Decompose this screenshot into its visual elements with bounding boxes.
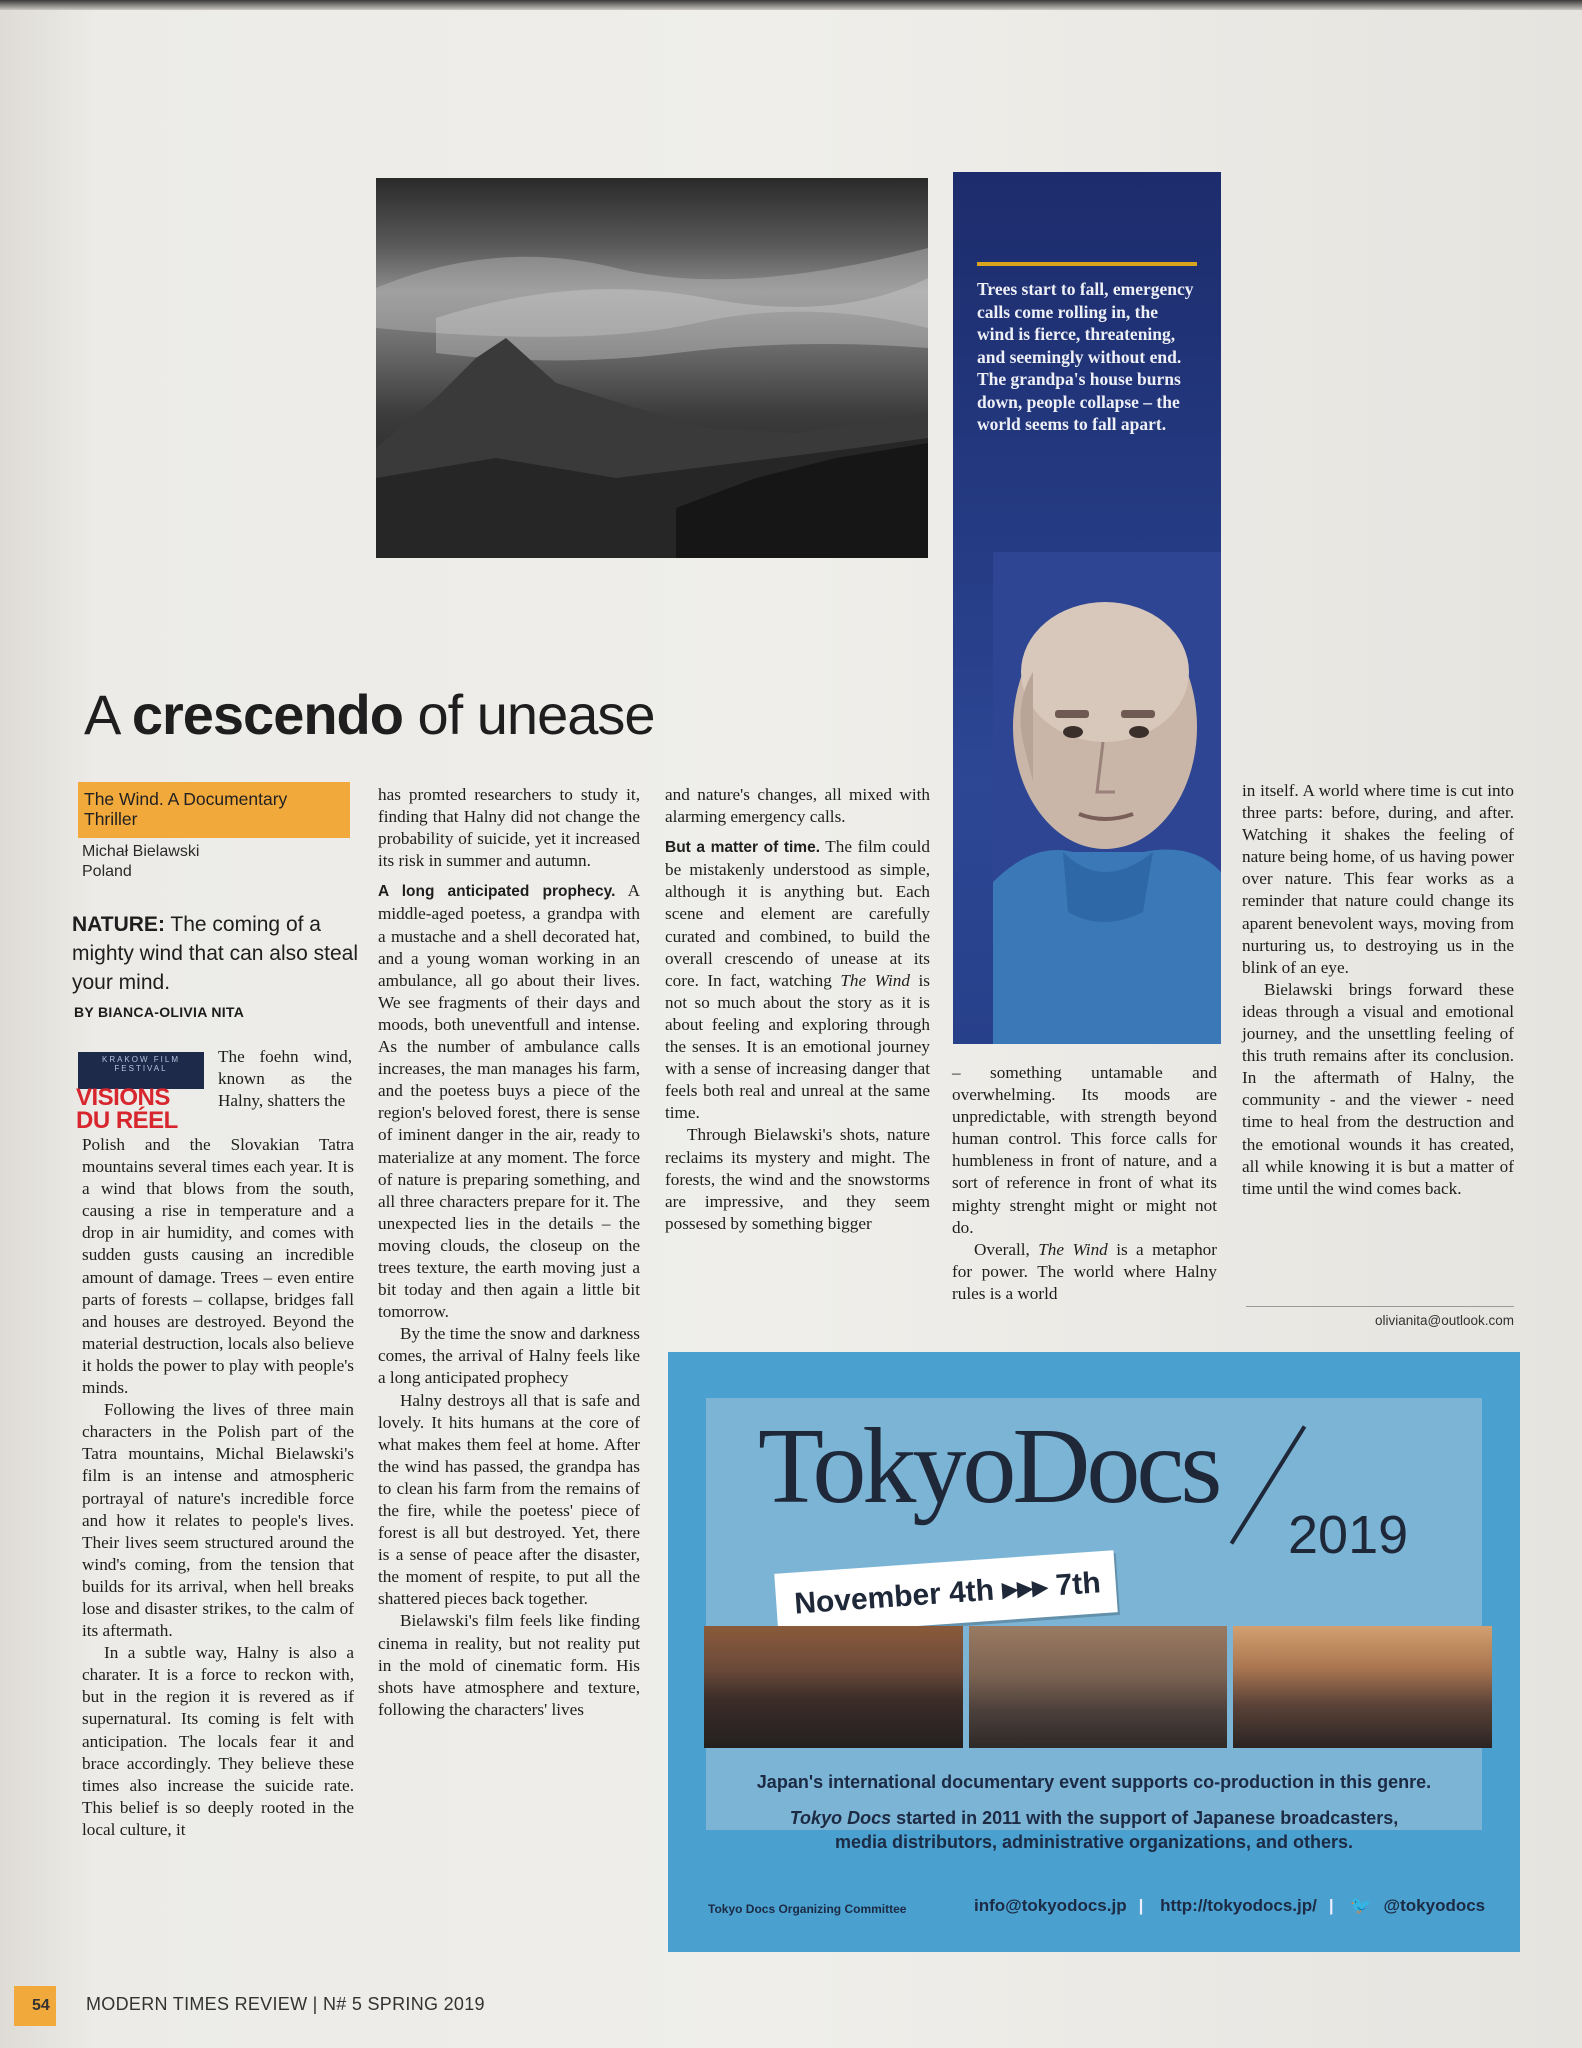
headline-post: of unease	[402, 683, 655, 746]
byline: BY BIANCA-OLIVIA NITA	[74, 1004, 245, 1020]
advert-line-2: Tokyo Docs started in 2011 with the support of Japanese broadcasters, media distributors, administrative organizations, and others.	[789, 1808, 1399, 1852]
advert-twitter[interactable]: @tokyodocs	[1383, 1896, 1486, 1915]
headline-pre: A	[84, 683, 132, 746]
pull-quote: Trees start to fall, emergency calls come rolling in, the wind is fierce, threatening, and seemingly without end. The grandpa's house burns down, people collapse – the world seems to fall apart.	[977, 279, 1194, 434]
paragraph-1a: The foehn wind, known as the Halny, shatters the	[218, 1047, 352, 1111]
advert-year: 2019	[1288, 1505, 1409, 1565]
pull-quote-panel	[953, 172, 1221, 1044]
page-edge-shadow	[0, 0, 1582, 10]
column-4	[952, 1062, 1217, 1305]
portrait-illustration	[993, 552, 1221, 1044]
advert-date: November 4th ▸▸▸ 7th	[774, 1550, 1117, 1636]
advert-photo-strip	[704, 1626, 1492, 1748]
paragraph-9: and nature's changes, all mixed with alarming emergency calls.	[665, 785, 930, 827]
film-title: The Wind. A Documentary Thriller	[84, 789, 288, 829]
advert-brand: TokyoDocs	[758, 1407, 1219, 1526]
column-2	[378, 784, 640, 1721]
paragraph-6: By the time the snow and darkness comes, the arrival of Halny feels like a long anticipated prophecy	[378, 1324, 640, 1388]
paragraph-4: has promted researchers to study it, finding that Halny did not change the probability of suicide, yet it increased its risk in summer and autumn.	[378, 785, 640, 871]
advert-email[interactable]: info@tokyodocs.jp	[974, 1896, 1127, 1915]
advert-line-1: Japan's international documentary event supports co-production in this genre.	[756, 1772, 1432, 1792]
subhead-matter-of-time: But a matter of time.	[665, 839, 820, 857]
festival-logo	[76, 1052, 206, 1134]
column-1	[82, 1134, 354, 1841]
paragraph-1b: Polish and the Slovakian Tatra mountains several times each year. It is a wind that blows from the south, causing a rise in temperature and a drop in air humidity, and comes with sudden gusts causing an incredible amount of damage. Trees – even entire parts of forests – collapse, bridges fall and houses are destroyed. Beyond the material destruction, locals also believe it holds the power to play with people's minds.	[82, 1135, 354, 1398]
advert-organizer: Tokyo Docs Organizing Committee	[708, 1902, 907, 1916]
festival-logo-main: VISIONS DU RÉEL	[76, 1084, 178, 1134]
advert-photo-1	[704, 1626, 963, 1748]
column-3	[665, 784, 930, 1235]
director-portrait	[993, 552, 1221, 1044]
paragraph-13: Overall, The Wind is a metaphor for power. The world where Halny rules is a world	[952, 1239, 1217, 1303]
tokyo-docs-advert	[668, 1352, 1520, 1952]
mountain-silhouette	[376, 178, 928, 558]
paragraph-10: But a matter of time. The film could be mistakenly understood as simple, although it is anything but. Each scene and element are carefully curated and combined, to build the overall crescendo of unease at its core. In fact, watching The Wind is not so much about the story as it is about feeling and exploring through the senses. It is an emotional journey with a sense of increasing danger that feels both real and unreal at the same time.	[665, 837, 930, 1123]
accent-rule	[977, 262, 1197, 266]
paragraph-12: – something untamable and overwhelming. Its moods are unpredictable, with strength beyond human control. This force calls for humbleness in front of nature, and a sort of reference in front of what its mighty strenght might or might not do.	[952, 1063, 1217, 1237]
headline-bold: crescendo	[131, 683, 403, 746]
paragraph-11: Through Bielawski's shots, nature reclaims its mystery and might. The forests, the wind and the snowstorms are impressive, and they seem possesed by something bigger	[665, 1125, 930, 1233]
film-country: Poland	[82, 863, 132, 880]
column-1-top	[218, 1046, 352, 1112]
film-title-box	[78, 782, 350, 838]
magazine-footer: MODERN TIMES REVIEW | N# 5 SPRING 2019	[86, 1994, 485, 2014]
festival-logo-top: KRAKOW FILM FESTIVAL	[78, 1052, 204, 1089]
film-credit	[82, 842, 199, 882]
standfirst	[72, 910, 362, 997]
author-email: olivianita@outlook.com	[1246, 1306, 1514, 1328]
paragraph-15: Bielawski brings forward these ideas through a visual and emotional journey, and the unsettling feeling of this truth remains after its conclusion. In the aftermath of Halny, the community - and the viewer - need time to heal from the destruction and the emotional wounds it has created, all while knowing it is but a matter of time until the wind comes back.	[1242, 979, 1514, 1198]
landscape-photo	[376, 178, 928, 558]
standfirst-text: The coming of a mighty wind that can also steal your mind.	[72, 913, 358, 994]
page-number: 54	[14, 1986, 56, 2026]
article-headline	[84, 682, 655, 747]
standfirst-label: NATURE:	[72, 913, 165, 936]
paragraph-3: In a subtle way, Halny is also a charater. It is a force to reckon with, but in the region it is revered as if supernatural. Its coming is felt with anticipation. The locals fear it and brace accordingly. They believe these times also increase the suicide rate. This belief is so deeply rooted in the local culture, it	[82, 1643, 354, 1839]
advert-contacts: info@tokyodocs.jp | http://tokyodocs.jp/ | 🐦 @tokyodocs	[974, 1896, 1486, 1915]
paragraph-2: Following the lives of three main characters in the Polish part of the Tatra mountains, Michal Bielawski's film is an intense and atmospheric portrayal of nature's incredible force and how it relates to people's lives. Their lives seem structured around the wind's coming, from the tension that builds for its arrival, when hell breaks lose and disaster strikes, to the calm of its aftermath.	[82, 1400, 354, 1641]
twitter-icon: 🐦	[1350, 1896, 1372, 1915]
paragraph-8: Bielawski's film feels like finding cinema in reality, but not reality put in the mold of cinematic form. His shots have atmosphere and texture, following the characters' lives	[378, 1611, 640, 1719]
advert-url[interactable]: http://tokyodocs.jp/	[1160, 1896, 1317, 1915]
paragraph-7: Halny destroys all that is safe and lovely. It hits humans at the core of what makes them feel at home. After the wind has passed, the grandpa has to clean his farm from the remains of the fire, while the poetess' piece of forest is all but destroyed. Yet, there is a sense of peace after the disaster, the moment of respite, to put all the shattered pieces back together.	[378, 1390, 640, 1609]
advert-photo-2	[969, 1626, 1228, 1748]
subhead-prophecy: A long anticipated prophecy.	[378, 883, 616, 901]
film-director: Michał Bielawski	[82, 843, 200, 860]
paragraph-5: A long anticipated prophecy. A middle-aged poetess, a grandpa with a mustache and a shell decorated hat, and a young woman working in an ambulance, all go about their lives. We see fragments of their days and moods, both uneventfull and intense. As the number of ambulance calls increases, the man manages his farm, and the poetess buys a piece of the region's beloved forest, there is sense of iminent danger in the air, ready to materialize at any moment. The force of nature is preparing something, and all three characters prepare for it. The unexpected lies in the details – the moving clouds, the closeup on the trees texture, the earth moving just a bit today and then again a little bit tomorrow.	[378, 881, 640, 1322]
paragraph-14: in itself. A world where time is cut into three parts: before, during, and after. Watching it shakes the feeling of nature being home, of us having power over nature. This fear works as a reminder that nature could change its aparent benevolent ways, moving from nurturing us, to destroying us in the blink of an eye.	[1242, 781, 1514, 977]
advert-photo-3	[1233, 1626, 1492, 1748]
column-5	[1242, 780, 1514, 1200]
